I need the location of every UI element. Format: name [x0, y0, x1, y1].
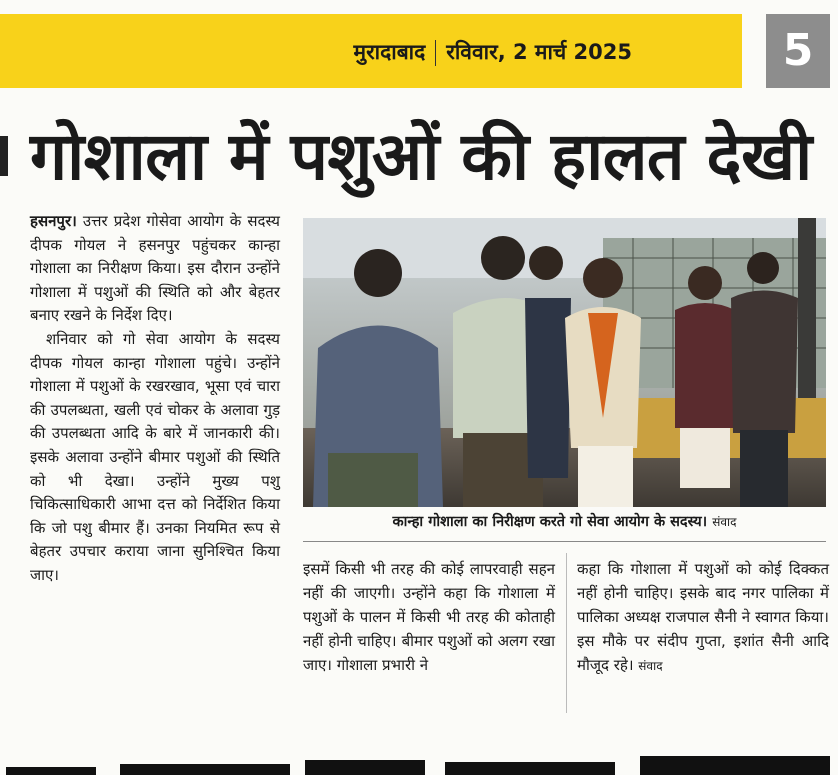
article-column-2 [303, 557, 555, 677]
article-column-3-text: कहा कि गोशाला में पशुओं को कोई दिक्कत नहीं होनी चाहिए। इसके बाद नगर पालिका में पालिका अध्यक्ष राजपाल सैनी ने स्वागत किया। इस मौके पर संदीप गुप्ता, इशांत सैनी आदि मौजूद रहे। [577, 560, 829, 674]
article-paragraph-1-text: उत्तर प्रदेश गोसेवा आयोग के सदस्य दीपक गोयल ने हसनपुर पहुंचकर कान्हा गोशाला का निरीक्षण किया। इस दौरान उन्होंने गोशाला में पशुओं की स्थिति को और बेहतर बनाए रखने के निर्देश दिए। [30, 212, 280, 325]
article-column-2-text: इसमें किसी भी तरह की कोई लापरवाही सहन नहीं की जाएगी। उन्होंने कहा कि गोशाला में पशुओं के पालन में किसी भी तरह की कोताही नहीं होनी चाहिए। बीमार पशुओं को अलग रखा जाए। गोशाला प्रभारी ने [303, 560, 555, 674]
headline-marker [0, 136, 8, 176]
article-paragraph-2: शनिवार को गो सेवा आयोग के सदस्य दीपक गोयल कान्हा गोशाला पहुंचे। उन्होंने गोशाला में पशुओं के रखरखाव, भूसा एवं चारा की उपलब्धता, खली एवं चोकर के अलावा गुड़ की उपलब्धता आदि के बारे में जानकारी की। इसके अलावा उन्होंने बीमार पशुओं की स्थिति को भी देखा। उन्होंने मुख्य पशु चिकित्साधिकारी आभा दत्त को निर्देशित किया कि जो पशु बीमार हैं। उनका नियमित रूप से बेहतर उपचार कराया जाना सुनिश्चित किया जाए। [30, 329, 280, 584]
masthead [354, 38, 632, 66]
masthead-date: रविवार, 2 मार्च 2025 [446, 40, 632, 64]
masthead-city: मुरादाबाद [353, 40, 426, 64]
column-separator [566, 553, 567, 713]
article-paragraph-1 [30, 210, 280, 328]
article-column-1 [30, 210, 280, 588]
photo-caption [303, 511, 826, 531]
article-column-3 [577, 557, 829, 678]
cropped-headline-glyphs [0, 742, 838, 775]
dateline: हसनपुर। [30, 212, 77, 230]
next-headline-cropped [0, 742, 838, 775]
page-number: 5 [766, 14, 830, 88]
photo-caption-text: कान्हा गोशाला का निरीक्षण करते गो सेवा आयोग के सदस्य। [392, 514, 708, 530]
news-photo [303, 218, 826, 507]
photo-caption-source: संवाद [712, 515, 737, 529]
article-column-3-para [577, 557, 829, 678]
masthead-separator [435, 40, 436, 66]
article-column-3-source: संवाद [638, 659, 663, 673]
caption-divider [303, 541, 826, 542]
headline: गोशाला में पशुओं की हालत देखी [30, 118, 812, 195]
